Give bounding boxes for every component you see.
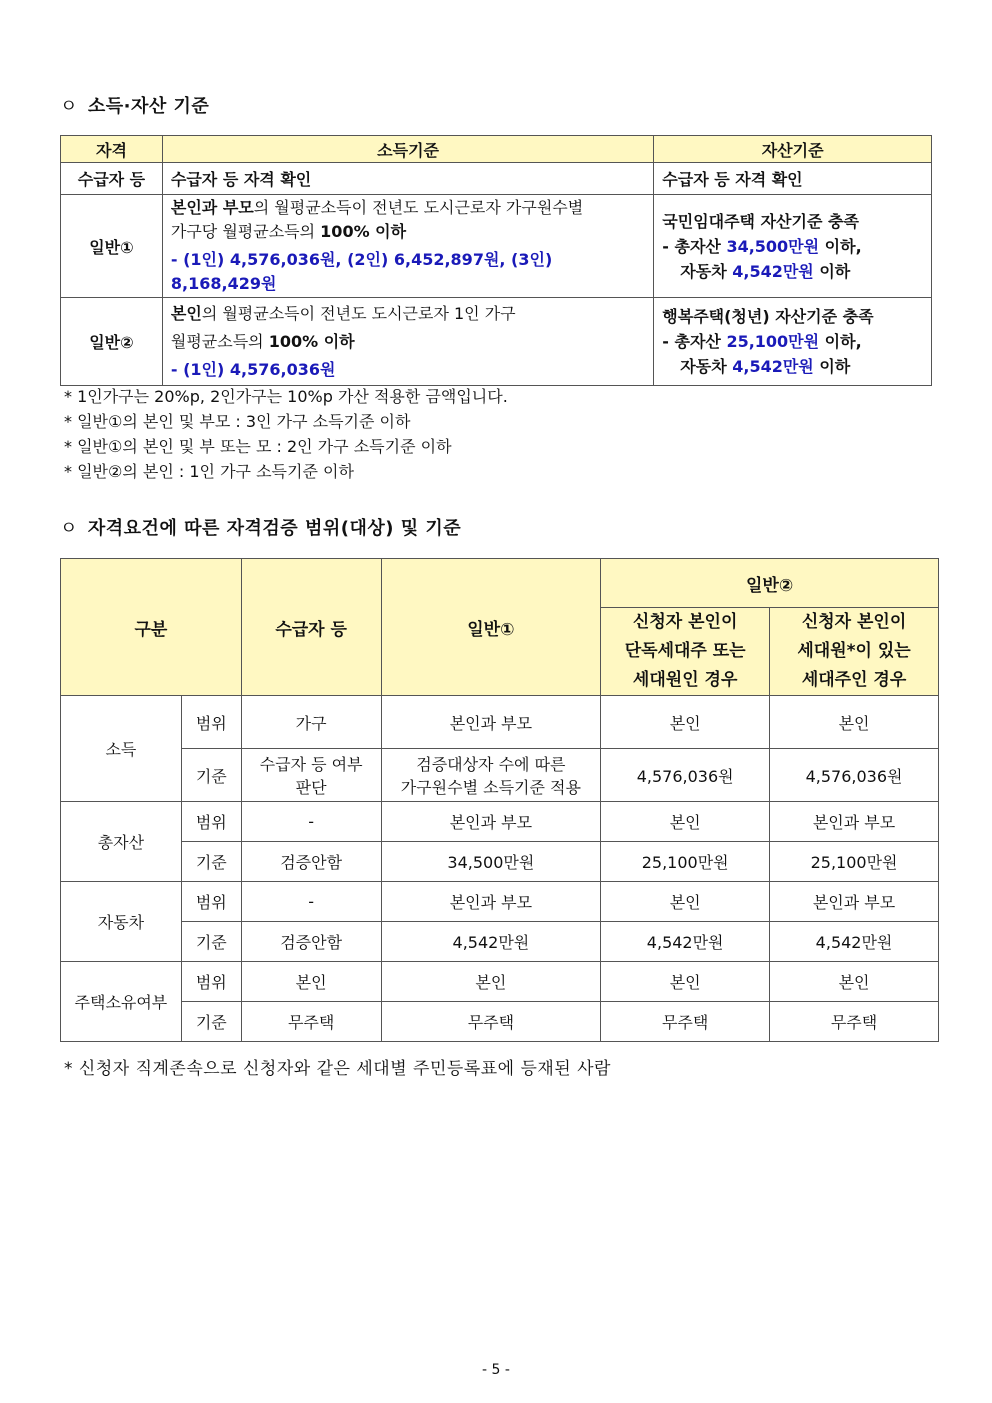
header-qualification: 자격 [61, 136, 163, 163]
general1-income-bold: 본인과 부모 [170, 198, 254, 217]
section-bullet: ㅇ [60, 96, 78, 117]
cell-line: 검증안함 [280, 933, 343, 952]
general2-income-line2: 월평균소득의 [170, 331, 269, 351]
header-income-criteria: 소득기준 [162, 136, 653, 163]
section-title-income-asset [60, 92, 209, 118]
cell-line: 무주택 [830, 1013, 878, 1032]
section-title-text: 자격요건에 따른 자격검증 범위(대상) 및 기준 [87, 518, 462, 539]
cell-g2b [770, 962, 939, 1002]
cell-recipient [241, 802, 381, 842]
header-general2: 일반② [601, 559, 939, 608]
header-recipient: 수급자 등 [241, 559, 381, 696]
cell-line: 본인과 부모 [449, 713, 533, 733]
cell-line: 범위 [195, 973, 227, 992]
section-title-verification [60, 514, 461, 540]
table-row [61, 882, 939, 922]
cell-line: 본인 [475, 973, 507, 992]
cell-line: 무주택 [467, 1013, 515, 1032]
verification-table [60, 558, 939, 1042]
cell-recipient [241, 749, 381, 802]
general1-asset-total-suffix: 이하, [819, 236, 862, 256]
group-label: 주택소유여부 [61, 962, 182, 1042]
general2-income [162, 298, 653, 386]
cell-line: 판단 [295, 778, 327, 797]
cell-line: 기준 [195, 853, 227, 872]
cell-type [181, 882, 241, 922]
table-row [61, 962, 939, 1002]
cell-recipient [241, 962, 381, 1002]
cell-line: - [308, 812, 315, 831]
cell-line: 본인 [295, 973, 327, 992]
cell-g1 [381, 802, 601, 842]
cell-g1 [381, 1002, 601, 1042]
cell-line: 수급자 등 여부 [259, 755, 363, 774]
group-label: 총자산 [61, 802, 182, 882]
general2-asset-car-value: 4,542만원 [732, 357, 814, 376]
general1-asset-car-label: 자동차 [680, 261, 733, 281]
cell-line: 본인 [669, 893, 701, 912]
header-line: 세대원인 경우 [632, 670, 738, 690]
cell-line: 기준 [195, 933, 227, 952]
group-label: 자동차 [61, 882, 182, 962]
cell-type [181, 802, 241, 842]
cell-line: 34,500만원 [447, 853, 535, 872]
table-row [61, 696, 939, 749]
table-row [61, 1002, 939, 1042]
general2-asset-car-label: 자동차 [680, 357, 733, 376]
general1-income-line2: 가구당 월평균소득의 [170, 222, 321, 241]
cell-g2a [601, 962, 770, 1002]
general1-asset-car-value: 4,542만원 [732, 261, 814, 281]
cell-line: 가구원수별 소득기준 적용 [400, 778, 581, 797]
cell-line: 4,576,036원 [636, 766, 734, 786]
cell-line: 가구 [295, 713, 327, 733]
note-item: * 일반②의 본인 : 1인 가구 소득기준 이하 [64, 462, 354, 481]
cell-line: 본인과 부모 [449, 813, 533, 832]
general2-income-pct: 100% 이하 [268, 331, 355, 351]
general2-asset-total-value: 25,100만원 [726, 332, 820, 351]
verification-table-body [61, 696, 939, 1042]
cell-g1 [381, 962, 601, 1002]
cell-line: - [308, 892, 315, 911]
header-category: 구분 [61, 559, 242, 696]
income-asset-table [60, 135, 932, 386]
page-number: - 5 - [482, 1362, 510, 1378]
general1-income-amounts: - (1인) 4,576,036원, (2인) 6,452,897원, (3인) 8,168,429원 [170, 250, 553, 293]
cell-line: 검증대상자 수에 따른 [416, 755, 566, 774]
table-row [61, 802, 939, 842]
cell-g2b [770, 802, 939, 842]
header-general2-single [601, 608, 770, 696]
table-row [61, 922, 939, 962]
cell-g2b [770, 842, 939, 882]
general1-asset-car-suffix: 이하 [813, 261, 851, 281]
header-general1: 일반① [381, 559, 601, 696]
cell-recipient [241, 882, 381, 922]
cell-type [181, 922, 241, 962]
cell-type [181, 962, 241, 1002]
cell-line: 기준 [195, 766, 227, 786]
cell-g2a [601, 696, 770, 749]
general2-income-bold: 본인 [170, 303, 202, 323]
header-line: 신청자 본인이 [632, 612, 738, 632]
group-label: 소득 [61, 696, 182, 802]
cell-g1 [381, 842, 601, 882]
notes-list [64, 384, 508, 484]
general1-income-pct: 100% 이하 [320, 222, 407, 241]
footnote: * 신청자 직계존속으로 신청자와 같은 세대별 주민등록표에 등재된 사람 [64, 1059, 611, 1079]
general2-asset [654, 298, 932, 386]
cell-line: 범위 [195, 713, 227, 733]
cell-recipient [241, 922, 381, 962]
cell-line: 검증안함 [280, 853, 343, 872]
cell-line: 본인과 부모 [812, 813, 896, 832]
general2-asset-title: 행복주택(청년) 자산기준 충족 [662, 307, 874, 326]
cell-type [181, 842, 241, 882]
note-item: * 1인가구는 20%p, 2인가구는 10%p 가산 적용한 금액입니다. [64, 387, 508, 406]
cell-line: 4,542만원 [646, 933, 724, 952]
cell-g2a [601, 802, 770, 842]
general2-income-amounts: - (1인) 4,576,036원 [170, 359, 336, 379]
cell-g2a [601, 922, 770, 962]
cell-line: 본인 [669, 973, 701, 992]
cell-g2b [770, 1002, 939, 1042]
cell-line: 본인 [838, 713, 870, 733]
cell-recipient [241, 842, 381, 882]
header-line: 신청자 본인이 [801, 612, 907, 632]
header-line: 세대주인 경우 [801, 670, 907, 690]
cell-g2b [770, 696, 939, 749]
cell-g1 [381, 749, 601, 802]
cell-g2a [601, 882, 770, 922]
cell-line: 본인 [669, 713, 701, 733]
cell-line: 본인과 부모 [449, 893, 533, 912]
header-general2-householder [770, 608, 939, 696]
cell-line: 4,576,036원 [805, 766, 903, 786]
cell-g1 [381, 696, 601, 749]
cell-line: 기준 [195, 1013, 227, 1032]
section-title-text: 소득·자산 기준 [87, 96, 210, 117]
cell-line: 25,100만원 [810, 853, 898, 872]
cell-g1 [381, 922, 601, 962]
general1-asset [654, 195, 932, 298]
row-label-recipient: 수급자 등 [61, 163, 163, 195]
general1-asset-total-label: - 총자산 [662, 236, 727, 256]
cell-line: 본인 [838, 973, 870, 992]
general1-asset-title: 국민임대주택 자산기준 충족 [662, 211, 859, 231]
recipient-asset: 수급자 등 자격 확인 [654, 163, 932, 195]
cell-g2b [770, 882, 939, 922]
note-item: * 일반①의 본인 및 부 또는 모 : 2인 가구 소득기준 이하 [64, 437, 452, 456]
cell-type [181, 749, 241, 802]
cell-type [181, 696, 241, 749]
note-item: * 일반①의 본인 및 부모 : 3인 가구 소득기준 이하 [64, 412, 411, 431]
header-line: 세대원*이 있는 [797, 641, 911, 661]
cell-line: 4,542만원 [815, 933, 893, 952]
recipient-income: 수급자 등 자격 확인 [162, 163, 653, 195]
general2-asset-total-label: - 총자산 [662, 332, 727, 351]
cell-line: 본인 [669, 813, 701, 832]
header-line: 단독세대주 또는 [624, 641, 746, 661]
row-label-general1: 일반① [61, 195, 163, 298]
table-row [61, 749, 939, 802]
cell-line: 범위 [195, 813, 227, 832]
cell-type [181, 1002, 241, 1042]
cell-g2a [601, 749, 770, 802]
row-label-general2: 일반② [61, 298, 163, 386]
cell-recipient [241, 696, 381, 749]
cell-g2b [770, 922, 939, 962]
cell-line: 4,542만원 [452, 933, 530, 952]
cell-g1 [381, 882, 601, 922]
general2-asset-total-suffix: 이하, [819, 332, 862, 351]
section-bullet: ㅇ [60, 518, 78, 539]
general1-income [162, 195, 653, 298]
cell-g2b [770, 749, 939, 802]
cell-line: 무주택 [287, 1013, 335, 1032]
general1-asset-total-value: 34,500만원 [726, 236, 820, 256]
general2-asset-car-suffix: 이하 [813, 357, 851, 376]
cell-recipient [241, 1002, 381, 1042]
general2-income-rest: 의 월평균소득이 전년도 도시근로자 1인 가구 [201, 303, 516, 323]
header-asset-criteria: 자산기준 [654, 136, 932, 163]
general1-income-rest: 의 월평균소득이 전년도 도시근로자 가구원수별 [253, 198, 584, 217]
cell-g2a [601, 842, 770, 882]
cell-g2a [601, 1002, 770, 1042]
cell-line: 본인과 부모 [812, 893, 896, 912]
cell-line: 범위 [195, 893, 227, 912]
table-row [61, 842, 939, 882]
cell-line: 무주택 [661, 1013, 709, 1032]
cell-line: 25,100만원 [641, 853, 729, 872]
